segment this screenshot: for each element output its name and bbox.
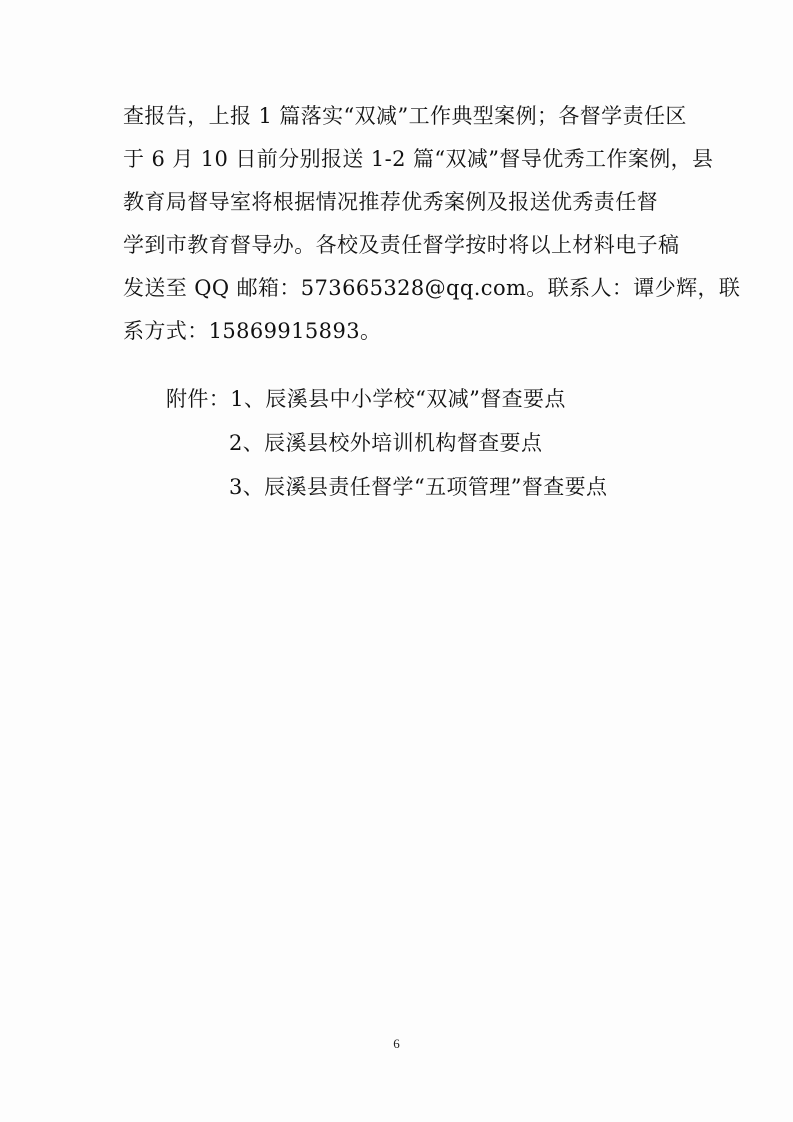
body-line: 于 6 月 10 日前分别报送 1-2 篇“双减”督导优秀工作案例，县: [123, 147, 714, 171]
attachments-label: 附件：: [166, 387, 231, 411]
attachment-item-3: [166, 465, 686, 509]
attachment-item-2: [166, 421, 686, 465]
attachments-list: [166, 377, 686, 509]
attachment-title: 3、辰溪县责任督学“五项管理”督查要点: [229, 475, 608, 499]
body-line: 学到市教育督导办。各校及责任督学按时将以上材料电子稿: [123, 233, 680, 257]
body-line: 教育局督导室将根据情况推荐优秀案例及报送优秀责任督: [123, 190, 658, 214]
attachment-title: 1、辰溪县中小学校“双减”督查要点: [230, 387, 566, 411]
attachment-title: 2、辰溪县校外培训机构督查要点: [229, 431, 543, 455]
body-line: 查报告，上报 1 篇落实“双减”工作典型案例；各督学责任区: [123, 104, 687, 128]
page-number: 6: [393, 1036, 400, 1051]
body-line: 系方式：15869915893。: [123, 319, 382, 343]
body-paragraph: [123, 95, 741, 353]
attachment-item-1: [166, 377, 686, 421]
body-line: 发送至 QQ 邮箱：573665328@qq.com。联系人：谭少辉，联: [123, 276, 741, 300]
